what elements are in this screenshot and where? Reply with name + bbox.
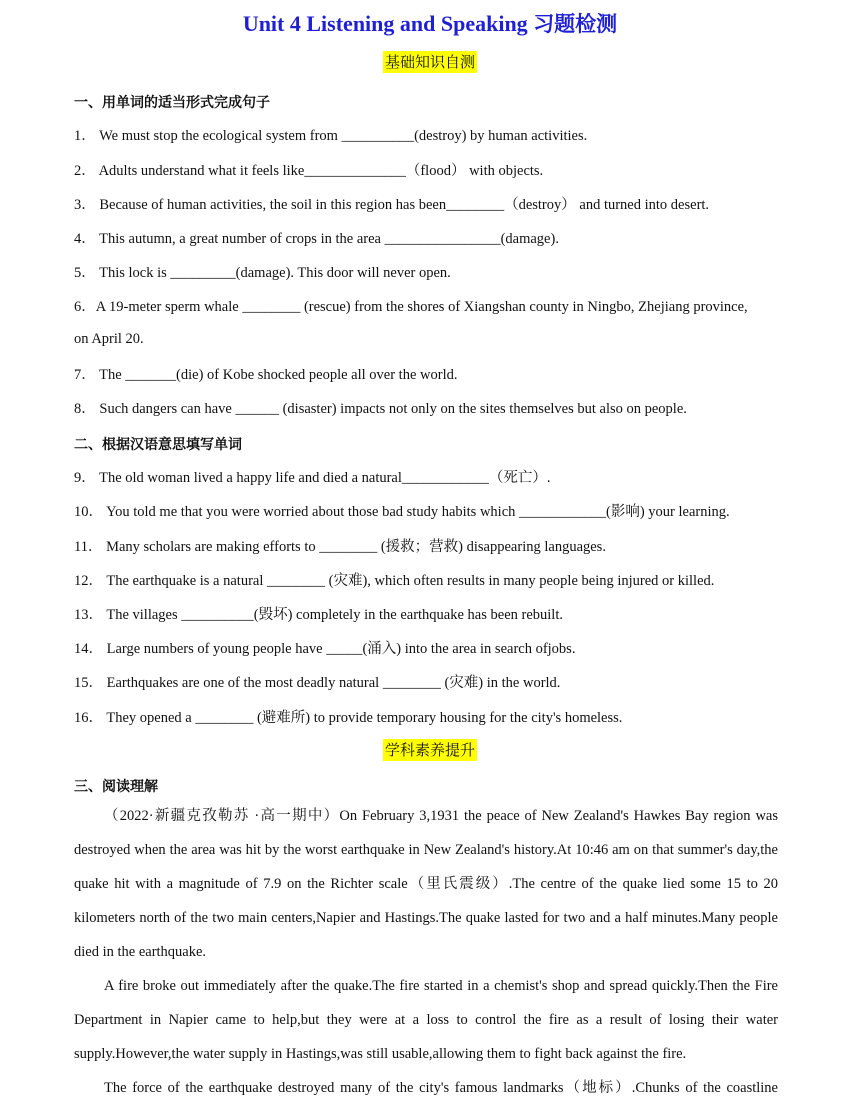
question-6: 6．A 19-meter sperm whale ________ (rescue) from the shores of Xiangshan county in Ningbo, Zhejiang province, bbox=[74, 299, 748, 315]
question-6-continued: on April 20. bbox=[74, 331, 144, 347]
question-9: 9． The old woman lived a happy life and died a natural____________（死亡）. bbox=[74, 470, 551, 486]
question-4: 4． This autumn, a great number of crops in the area ________________(damage). bbox=[74, 231, 559, 247]
question-14: 14． Large numbers of young people have _____(涌入) into the area in search ofjobs. bbox=[74, 641, 576, 657]
title-english: Unit 4 Listening and Speaking bbox=[242, 11, 534, 36]
question-12: 12． The earthquake is a natural ________ (灾难), which often results in many people being injured or killed. bbox=[74, 573, 715, 589]
reading-paragraph-3: The force of the earthquake destroyed many of the city's famous landmarks（地标）.Chunks of the coastline bbox=[104, 1080, 778, 1096]
section3-heading: 三、阅读理解 bbox=[74, 779, 158, 795]
question-16: 16． They opened a ________ (避难所) to provide temporary housing for the city's homeless. bbox=[74, 710, 623, 726]
banner-literacy-wrap bbox=[0, 739, 860, 760]
section2-heading: 二、根据汉语意思填写单词 bbox=[74, 437, 242, 453]
question-15: 15． Earthquakes are one of the most deadly natural ________ (灾难) in the world. bbox=[74, 675, 561, 691]
question-8: 8． Such dangers can have ______ (disaster) impacts not only on the sites themselves but also on people. bbox=[74, 401, 687, 417]
banner-basic-knowledge-wrap bbox=[0, 51, 860, 72]
question-13: 13． The villages __________(毁坏) completely in the earthquake has been rebuilt. bbox=[74, 607, 563, 623]
reading-paragraph-2: A fire broke out immediately after the quake.The fire started in a chemist's shop and spread quickly.Then the Fire Department in Napier came to help,but they were at a loss to control the fire as a result of losing their water supply.However,the water supply in Hastings,was still usable,allowing them to fight back against the fire. bbox=[74, 978, 778, 1062]
reading-paragraph-1: （2022·新疆克孜勒苏 ·高一期中）On February 3,1931 the peace of New Zealand's Hawkes Bay region was destroyed when the area was hit by the worst earthquake in New Zealand's history.At 10:46 am on that summer's day,the quake hit with a magnitude of 7.9 on the Richter scale（里氏震级）.The centre of the quake lied some 15 to 20 kilometers north of the two main centers,Napier and Hastings.The quake lasted for two and a half minutes.Many people died in the earthquake. bbox=[74, 808, 778, 960]
question-5: 5． This lock is _________(damage). This door will never open. bbox=[74, 265, 451, 281]
question-1: 1． We must stop the ecological system from __________(destroy) by human activities. bbox=[74, 128, 588, 144]
title-chinese: 习题检测 bbox=[533, 12, 618, 36]
page-title bbox=[0, 8, 860, 38]
question-10: 10． You told me that you were worried about those bad study habits which ____________(影响) your learning. bbox=[74, 504, 730, 520]
question-3: 3． Because of human activities, the soil in this region has been________（destroy） and turned into desert. bbox=[74, 197, 710, 213]
banner-literacy-improvement: 学科素养提升 bbox=[384, 741, 475, 759]
section1-heading: 一、用单词的适当形式完成句子 bbox=[74, 95, 270, 111]
banner-basic-knowledge: 基础知识自测 bbox=[384, 53, 475, 71]
question-7: 7． The _______(die) of Kobe shocked people all over the world. bbox=[74, 367, 458, 383]
question-11: 11． Many scholars are making efforts to ________ (援救；营救) disappearing languages. bbox=[74, 539, 606, 555]
question-2: 2． Adults understand what it feels like______________（flood） with objects. bbox=[74, 163, 544, 179]
